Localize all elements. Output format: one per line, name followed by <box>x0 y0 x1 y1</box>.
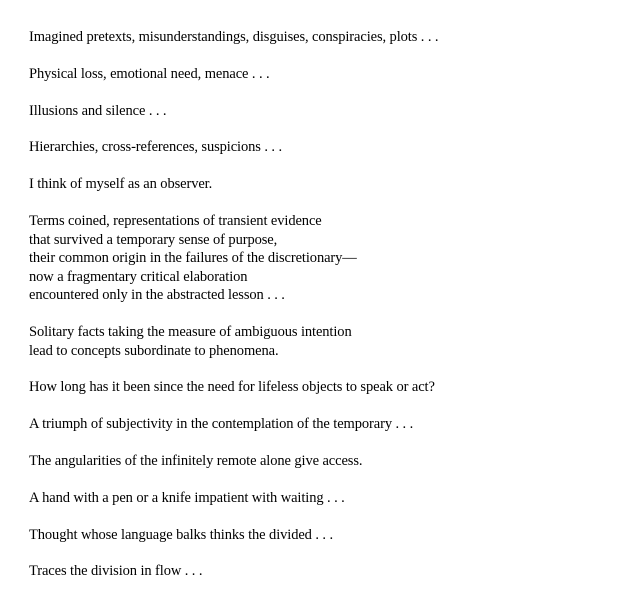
stanza-8 <box>29 378 619 397</box>
poem-line: A triumph of subjectivity in the contemplation of the temporary . . . <box>29 416 414 433</box>
poem-line: I think of myself as an observer. <box>29 176 213 193</box>
poem-line: Illusions and silence . . . <box>29 102 167 119</box>
poem-line: Terms coined, representations of transient evidence <box>29 212 322 229</box>
stanza-12 <box>29 526 619 545</box>
poem-line: encountered only in the abstracted lesson . . . <box>29 287 285 304</box>
poem-line: The angularities of the infinitely remote alone give access. <box>29 453 363 469</box>
stanza-5 <box>29 175 619 194</box>
stanza-2 <box>29 65 619 84</box>
poem-text <box>29 28 619 599</box>
poem-line: Thought whose language balks thinks the divided . . . <box>29 526 333 543</box>
stanza-11 <box>29 489 619 508</box>
poem-line: now a fragmentary critical elaboration <box>29 268 248 285</box>
poem-line: lead to concepts subordinate to phenomena. <box>29 342 279 359</box>
stanza-13 <box>29 562 619 581</box>
poem-line: A hand with a pen or a knife impatient with waiting . . . <box>29 489 345 506</box>
stanza-3 <box>29 102 619 121</box>
poem-line: Imagined pretexts, misunderstandings, disguises, conspiracies, plots . . . <box>29 29 439 45</box>
poem-line: Physical loss, emotional need, menace . . . <box>29 65 270 82</box>
stanza-9 <box>29 415 619 434</box>
poem-line: How long has it been since the need for lifeless objects to speak or act? <box>29 379 435 396</box>
stanza-4 <box>29 138 619 157</box>
poem-line: that survived a temporary sense of purpose, <box>29 231 278 248</box>
stanza-1 <box>29 28 619 47</box>
stanza-7 <box>29 323 619 360</box>
stanza-10 <box>29 452 619 471</box>
poem-line: Hierarchies, cross-references, suspicions . . . <box>29 139 282 156</box>
stanza-6 <box>29 212 619 305</box>
poem-line: their common origin in the failures of the discretionary— <box>29 250 357 267</box>
poem-line: Solitary facts taking the measure of ambiguous intention <box>29 324 352 341</box>
poem-line: Traces the division in flow . . . <box>29 563 203 580</box>
